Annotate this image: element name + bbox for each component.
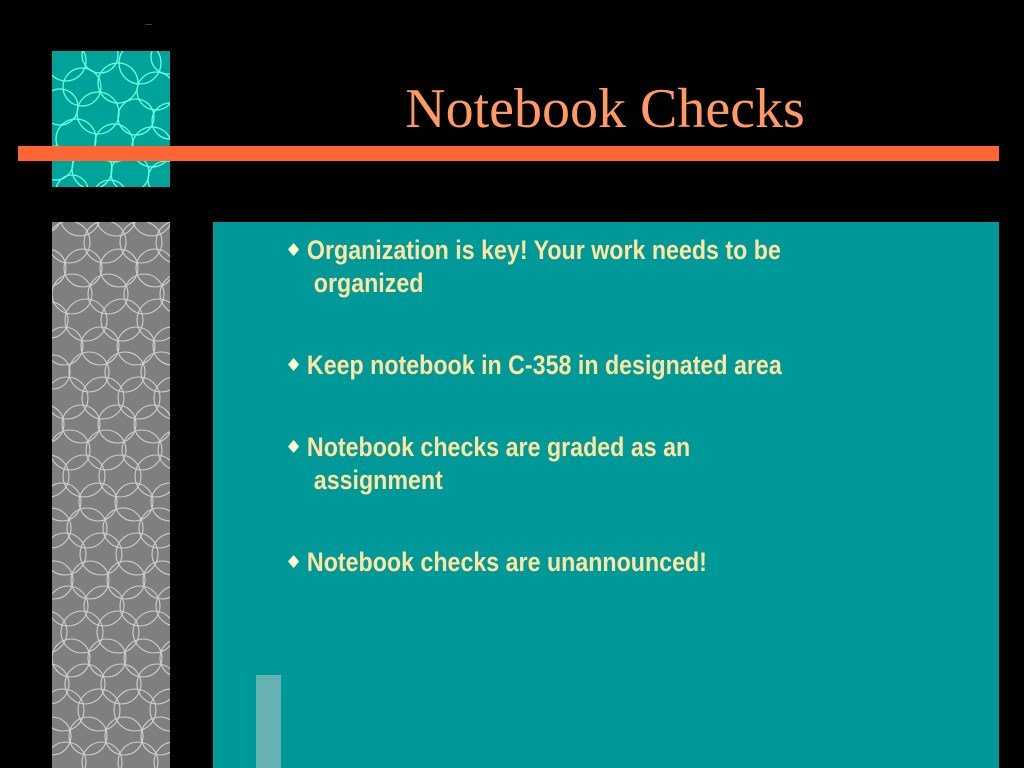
accent-strip xyxy=(256,675,281,768)
bullet-item xyxy=(288,234,847,300)
teal-pattern-tile xyxy=(52,51,170,187)
bullet-line: Notebook checks are graded as an xyxy=(306,432,691,462)
title-underline-bar xyxy=(18,146,999,161)
slide-mark xyxy=(145,24,152,25)
bullet-line-continued: assignment xyxy=(313,465,443,495)
gray-circle-pattern-graphic xyxy=(52,222,170,768)
bullet-item xyxy=(288,349,847,382)
diamond-bullet-icon xyxy=(288,440,299,453)
bullet-line: Organization is key! Your work needs to be xyxy=(306,235,781,265)
circle-pattern-graphic xyxy=(52,51,170,187)
bullet-line: Notebook checks are unannounced! xyxy=(306,547,707,577)
diamond-bullet-icon xyxy=(288,555,299,568)
bullet-item xyxy=(288,546,847,579)
bullet-list xyxy=(288,234,847,628)
diamond-bullet-icon xyxy=(288,243,299,256)
bullet-line-continued: organized xyxy=(313,268,424,298)
gray-pattern-strip xyxy=(52,222,170,768)
bullet-line: Keep notebook in C-358 in designated area xyxy=(306,350,782,380)
slide-title: Notebook Checks xyxy=(405,78,805,140)
bullet-item xyxy=(288,431,847,497)
diamond-bullet-icon xyxy=(288,358,299,371)
